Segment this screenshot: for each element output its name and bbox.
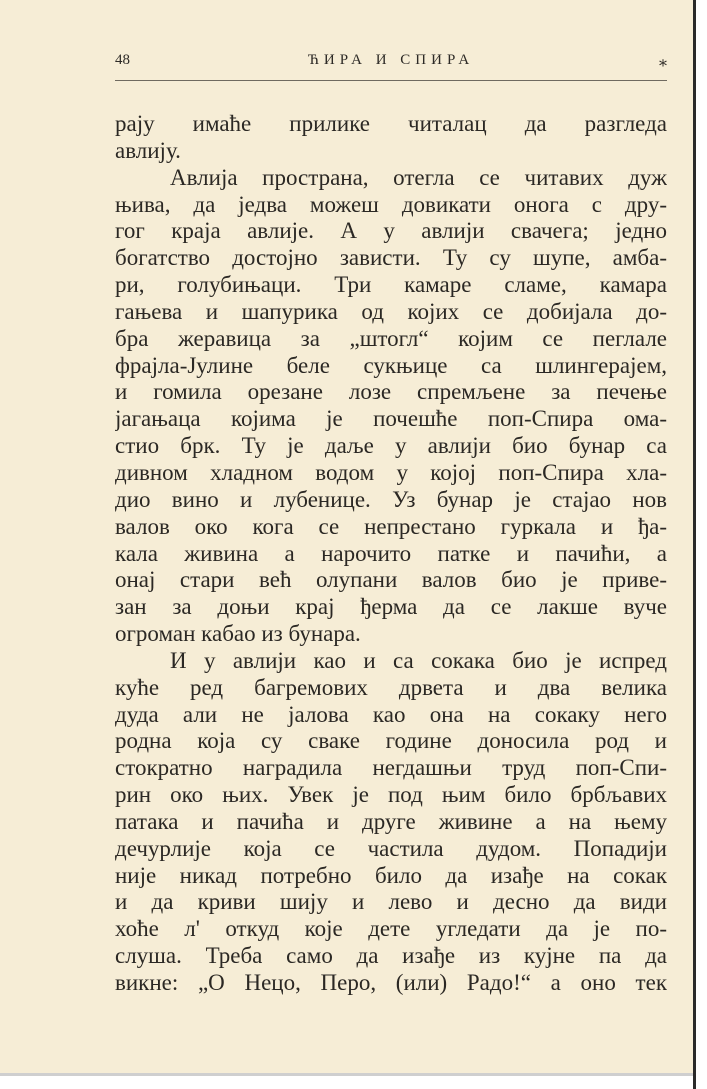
text-line: јагањаца којима је почешће поп-Спира ома- (115, 406, 667, 432)
text-line: и да криви шију и лево и десно да види (115, 889, 667, 915)
text-line: бра жеравица за „штогл“ којим се пеглале (115, 325, 667, 351)
text-line: и гомила орезане лозе спремљене за печење (115, 379, 667, 405)
text-line: гањева и шапурика од којих се добијала до- (115, 298, 667, 324)
signature-mark: ⁎ (659, 53, 667, 70)
text-line: рин око њих. Увек је под њим било брбљавих (115, 782, 667, 808)
text-line: дио вино и лубенице. Уз бунар је стајао нов (115, 486, 667, 512)
header-rule (115, 80, 667, 81)
text-line: гог краја авлије. А у авлији свачега; једно (115, 218, 667, 244)
text-line: онај стари већ олупани валов био је приве- (115, 567, 667, 593)
text-line: њива, да једва можеш довикати онога с дру- (115, 191, 667, 217)
text-line: стио брк. Ту је даље у авлији био бунар са (115, 433, 667, 459)
text-line: фрајла-Јулине беле сукњице са шлингерајем, (115, 352, 667, 378)
running-title: ЋИРА И СПИРА (307, 52, 475, 68)
running-head (115, 52, 667, 74)
text-line: није никад потребно било да изађе на сокак (115, 862, 667, 888)
text-line: Авлија пространа, отегла се читавих дуж (170, 164, 667, 190)
text-line: ри, голубињаци. Три камаре сламе, камара (115, 272, 667, 298)
text-line: викне: „О Нецо, Перо, (или) Радо!“ а оно тек (115, 970, 667, 995)
text-line: родна која су сваке године доносила род и (115, 728, 667, 754)
text-line: дивном хладном водом у којој поп-Спира хла- (115, 459, 667, 485)
text-line: дечурлије која се частила дудом. Попадији (115, 835, 667, 861)
text-line: рају имаће прилике читалац да разгледа (115, 111, 667, 136)
text-line: слуша. Треба само да изађе из кујне па да (115, 943, 667, 969)
text-line: куће ред багремових дрвета и два велика (115, 674, 667, 700)
text-line: богатство достојно зависти. Ту су шупе, амба- (115, 245, 667, 271)
text-line: хоће л' откуд које дете угледати да је по- (115, 916, 667, 942)
text-line: огроман кабао из бунара. (115, 621, 361, 647)
text-line: дуда али не јалова као она на сокаку него (115, 701, 667, 727)
text-line: И у авлији као и са сокака био је испред (170, 647, 667, 673)
text-line: стократно наградила негдашњи труд поп-Спи- (115, 755, 667, 781)
body-text (115, 111, 667, 997)
scan-edge-bottom (0, 1073, 693, 1089)
text-line: кала живина а нарочито патке и пачићи, а (115, 540, 667, 566)
text-line: патака и пачића и друге живине а на њему (115, 808, 667, 834)
page-number: 48 (115, 52, 130, 68)
text-line: зан за доњи крај ђерма да се лакше вуче (115, 594, 667, 620)
scan-edge-right (693, 0, 707, 1089)
text-line: авлију. (115, 137, 181, 163)
text-line: валов око кога се непрестано гуркала и ђа- (115, 513, 667, 539)
